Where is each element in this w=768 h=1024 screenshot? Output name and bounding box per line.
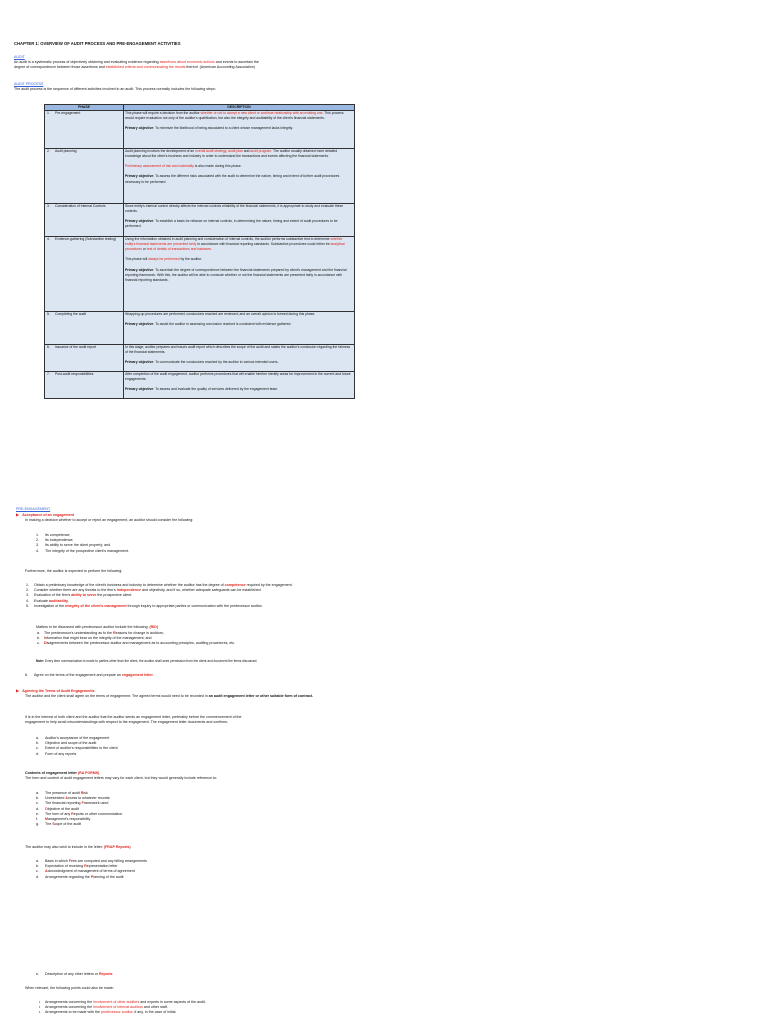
item-6 [25,673,394,678]
note-text: Every time communication is made to parties other than the client, the auditor shall seek permission from the client and document the items discussed. [44,659,258,663]
list-highlight: predecessor auditor [100,1010,133,1015]
phase-number: 2. [47,149,50,154]
audit-text-4: thereof. (American Accounting Association) [185,65,255,70]
list-text: . [152,673,154,677]
pre-engagement-section [16,507,386,524]
list-number: 2. [36,538,39,543]
list-letter: d. [36,751,39,756]
interest-line-1: It is in the interest of both client and the auditor that the auditor sends an engagement letter, preferably before the commencement of the [25,715,242,719]
list-text: The presence of audit [45,791,81,795]
confirms-list [36,736,375,757]
objective-label: Primary objective [125,322,154,327]
phase-name: Issuance of the audit report [55,345,97,350]
list-letter: b. [37,636,40,641]
desc-text: In this stage, auditor prepares and issues audit report which describes the scope of the audit and states the auditor's conclusion regarding the fairness of the financial statements. [125,345,351,355]
list-highlight: engagement letter [121,673,153,677]
list-item [36,548,375,554]
list-text: Consider whether there are any threats to the firm's [34,588,117,593]
description-cell [124,204,355,237]
relevant-bullets [39,1000,385,1016]
list-letter: g. [36,822,39,827]
list-highlight: F [68,859,71,863]
list-text: easons for change in auditors; [115,631,164,635]
interest-paragraph [25,715,395,725]
list-text: Arrangements concerning the [45,1005,94,1010]
desc-text: . The auditor usually obtained more detailed knowledge about the client's business and industry in order to understand the transactions and events affecting the financial statements. [125,149,338,159]
list-text: The financial reporting [45,801,82,806]
desc-text: in accordance with financial reporting standards. Substantive procedures could either be [196,242,331,247]
list-text: Evaluate [34,598,49,603]
list-highlight: A [45,869,48,874]
table-row [45,204,355,237]
list-highlight: R [113,631,116,635]
phase-cell [45,149,124,204]
desc-text: Using the information obtained in audit planning and consideration of internal controls, the auditor performs substantive test to determine [125,237,331,242]
agreeing-bold: an audit engagement letter or other suitable form of contract. [208,694,314,699]
phase-number: 4. [47,237,50,242]
list-text: eports or other communication [73,811,123,816]
wish-mnemonic: (FRAP Reports) [103,845,131,849]
desc-highlight: always be performed [148,257,180,262]
agreeing-section [16,688,376,699]
list-text: and other staff. [142,1005,168,1010]
list-letter: d. [36,874,39,879]
list-text: The form of any [45,811,72,816]
table-row [45,149,355,204]
list-text: cknowledgment of management of terms of agreement [47,869,135,874]
phase-name: Evidence-gathering (Substantive testing) [55,237,117,242]
description-cell [124,345,355,372]
list-text: Its competence; [45,533,71,537]
list-letter: b. [36,741,39,746]
desc-highlight: whether or not to accept a new client or continue relationship with an existing one [200,111,323,116]
list-highlight: A [65,796,68,801]
list-letter: e. [36,972,39,976]
list-text: Auditor's acceptance of the engagement [45,736,110,740]
desc-text: Audit planning involves the development of an [125,149,196,154]
desc-text: Wrapping-up procedures are performed; conclusions reached are reviewed; and an overall opinion is formed during this phase. [125,312,316,317]
objective-text: : To communicate the conclusions reached by the auditor to various intended users. [153,360,279,365]
desc-text: is also made during this phase. [193,164,242,169]
list-highlight: M [45,817,48,822]
list-highlight: F [81,801,84,806]
list-text: The [45,822,53,827]
list-item [36,751,375,757]
phase-cell [45,312,124,345]
list-item [37,641,394,646]
list-letter: a. [36,859,39,863]
list-number: 1. [36,533,39,537]
agreeing-title: Agreeing the Terms of Audit Engagements [22,689,95,693]
list-letter: d. [36,806,39,811]
list-text: through inquiry to appropriate parties or communication with the predecessor auditor. [126,603,263,608]
desc-text: or [141,247,147,252]
objective-text: : To assess and evaluate the quality of services delivered by the engagement team. [153,387,279,392]
acceptance-title: Acceptance of an engagement [22,513,75,518]
description-cell [124,237,355,312]
audit-process-heading: AUDIT PROCESS [14,82,44,86]
phase-cell [45,111,124,149]
phase-number: 1. [47,111,50,116]
list-highlight: D [44,641,47,646]
desc-text: This phase will [125,257,149,262]
note-label: Note: [36,659,45,663]
phase-name: Pre-engagement [55,111,81,116]
bullet-dot-icon: • [39,1000,41,1004]
list-text: Evaluation of the firm's [34,593,72,598]
list-number: 4. [26,598,29,603]
desc-text: . This process would require evaluation not only of the auditor's qualification, but also the integrity and auditability of the client's financial statements. [125,111,344,121]
phase-column-header: PHASE [45,105,124,111]
agreeing-text [16,694,376,699]
phase-name: Post-audit responsibilities [55,372,94,377]
list-highlight: involvement of internal auditors [93,1005,143,1010]
list-highlight: auditability [48,598,68,603]
phase-name: Audit planning [55,149,77,154]
list-text: epresentation letter [86,864,118,869]
list-text: isagreements between the predecessor auditor and management as to accounting principles, auditing procedures, etc. [46,641,236,646]
list-highlight: P [90,874,94,879]
list-text: ees are computed and any billing arrangements [70,859,147,863]
description-cell [124,372,355,399]
list-text: Unrestricted [45,796,66,801]
desc-highlight: test of details of transactions and balances [146,247,211,252]
objective-label: Primary objective [125,126,154,131]
list-text: , if any, in the case of initial. [132,1010,177,1015]
objective-text: : To minimize the likelihood of being associated to a client whose management lacks integrity. [153,126,293,131]
contents-title: Contents of engagement letter [25,771,78,775]
list-letter: a. [37,631,40,635]
audit-process-section [14,82,359,92]
objective-text: : To establish a basis for reliance on internal controls, in determining the nature, timing and extent of audit procedures to be performed. [125,219,338,229]
bullet-dot-icon: • [39,1010,41,1015]
list-number: 3. [26,593,29,598]
list-text: . [67,598,69,603]
matters-mnemonic: (RID) [149,625,159,629]
matters-intro [36,625,396,630]
desc-text: by the auditor. [179,257,202,262]
list-text: ccess to whatever records [67,796,110,801]
list-text: and objectivity, and if so, whether adequate safeguards can be established. [140,588,262,593]
desc-text: Since entity's internal control directly affects the internal controls reliability of the financial statements, it is appropriate to study and evaluate these controls. [125,204,344,214]
note [36,659,406,664]
phase-number: 7. [47,372,50,377]
list-text: Arrangements to be made with the [45,1010,101,1015]
list-text: nformation that might bear on the integrity of the management; and [45,636,152,641]
list-text: The predecessor's understanding as to the [44,631,114,635]
acceptance-intro: In making a decision whether to accept or reject an engagement, an auditor should consider the following: [25,518,194,523]
list-text: required by the engagement. [245,583,293,587]
list-number: 3. [36,543,39,548]
audit-section [14,55,359,71]
phase-cell [45,237,124,312]
list-text: Its ability to serve the client properly; and [45,543,111,548]
objective-text: : To ascertain the degree of correspondence between the financial statements prepared by client's management and the financial reporting framework. With this, the auditor will be able to conclude whether or not the financial statements are presented fairly in accordance with financial reporting standards. [125,267,347,282]
phase-number: 3. [47,204,50,209]
desc-text: After completion of the audit engagement, auditor performs procedures that will enable him/her identify areas for improvement in the current and future engagements. [125,372,351,382]
list-highlight: R [80,791,84,795]
list-item [36,874,375,880]
pre-engagement-heading: PRE-ENGAGEMENT [16,507,51,511]
list-letter: e. [36,811,39,816]
list-text: Arrangements concerning the [45,1000,94,1004]
agreeing-text-1: The auditor and the client shall agree on the terms of engagement. The agreed terms would need to be recorded in [25,694,209,699]
audit-process-intro: The audit process is the sequence of different activities involved in an audit. This process normally includes the following steps: [14,87,216,92]
bullet-dot-icon: • [39,1005,41,1010]
list-text: Expectation of receiving [45,864,85,869]
audit-process-table [44,104,355,399]
audit-text-3: degree of correspondence between those assertions and [14,65,106,70]
audit-text-2: and events to ascertain the [214,60,259,65]
contents-intro: The form and content of audit engagement letters may vary for each client, but they would generally include reference to: [25,776,217,781]
table-row [45,111,355,149]
chapter-title: CHAPTER 1: OVERVIEW OF AUDIT PROCESS AND PRE-ENGAGEMENT ACTIVITIES [14,41,181,46]
list-highlight: R [71,811,74,816]
wish-intro [25,845,395,850]
list-text: Basis in which [45,859,69,863]
phase-name: Completing the audit [55,312,87,317]
list-text: the prospective client. [96,593,133,598]
desc-highlight: audit program [250,149,272,154]
list-text: ramework used [83,801,109,806]
list-letter: c. [36,801,39,806]
list-highlight: integrity of the client's management [65,603,127,608]
list-highlight: O [45,806,48,811]
list-item [36,972,375,977]
list-highlight: Reports [98,972,113,976]
list-number: 4. [36,548,39,553]
list-letter: c. [36,869,39,874]
triangle-bullet-icon: ▶ [16,688,20,693]
matters-list [37,631,394,647]
phase-name: Consideration of Internal Controls [55,204,106,209]
list-text: Investigation of the [34,603,66,608]
table-row [45,312,355,345]
list-highlight: I [44,636,45,641]
contents-section [25,771,395,781]
objective-text: : To assist the auditor in assessing conclusion reached is consistent with evidence gathered. [153,322,292,327]
wish-list [36,859,375,880]
list-text: bjective of the audit [47,806,79,811]
list-highlight: competence [224,583,246,587]
list-highlight: S [52,822,55,827]
perform-list [26,583,404,609]
phase-cell [45,204,124,237]
description-column-header: DESCRIPTION [124,105,355,111]
list-item [39,1010,385,1015]
table-row [45,345,355,372]
list-highlight: ability to serve [71,593,97,598]
desc-highlight: Preliminary assessment of risk and materiality [125,164,194,169]
phase-number: 6. [47,345,50,350]
matters-text: Matters to be discussed with predecessor auditor include the following: [36,625,150,629]
list-number: 6. [25,673,28,677]
list-item [36,822,375,827]
desc-highlight: whether entity's financial statements are presented fairly [125,237,343,247]
wish-text: The auditor may also wish to include in the letter: [25,845,104,849]
objective-text: : To assess the different risks associated with the audit to determine the nature, timing and extent of further audit procedures necessary to be performed. [125,174,340,184]
list-text: Extent of auditor's responsibilities to the client [45,746,118,751]
description-cell [124,111,355,149]
audit-highlight-1: assertions about economic actions [159,60,215,65]
phase-cell [45,345,124,372]
list-text: Obtain a preliminary knowledge of the client's business and industry to determine whether the auditor has the degree of [34,583,225,587]
list-text: Form of any reports [45,751,77,756]
desc-text: . [210,247,212,252]
list-highlight: independence [116,588,141,593]
desc-highlight: analytical procedures [125,242,345,252]
list-letter: c. [36,746,39,751]
desc-text: and [242,149,251,154]
list-text: and experts in some aspects of the audit. [139,1000,206,1004]
consider-list [36,533,375,554]
list-text: cope of the audit [54,822,82,827]
desc-text: This phase will require a decision from the auditor [125,111,201,116]
audit-highlight-2: established criteria and communicating the results [105,65,186,70]
contents-list [36,791,375,827]
description-cell [124,312,355,345]
relevant-text: When relevant, the following points could also be made: [25,986,114,990]
list-highlight: R [84,864,87,869]
list-text: anagement's responsibility [48,817,91,822]
audit-heading: AUDIT [14,55,25,59]
audit-definition [14,60,359,70]
list-number: 1. [26,583,29,587]
objective-label: Primary objective [125,387,154,392]
audit-text-1: An audit is a systematic process of objectively obtaining and evaluating evidence regarding [14,60,160,65]
description-cell [124,149,355,204]
list-text: Its independence; [45,538,74,543]
list-text: Arrangements regarding the [45,874,91,879]
list-highlight: involvement of other auditors [93,1000,140,1004]
list-letter: f. [36,817,38,822]
list-letter: a. [36,736,39,740]
phase-number: 5. [47,312,50,317]
table-row [45,237,355,312]
table-row [45,372,355,399]
list-text: Agree on the terms of the engagement and prepare an [34,673,122,677]
desc-highlight: overall audit strategy, audit plan [195,149,243,154]
objective-label: Primary objective [125,360,154,365]
list-letter: a. [36,791,39,795]
contents-mnemonic: (RA FORMS) [77,771,100,775]
list-text: Description of any other letters or [45,972,99,976]
list-number: 5. [26,603,29,608]
list-letter: c. [37,641,40,646]
triangle-bullet-icon: ▶ [16,512,20,518]
item-e [36,972,375,977]
objective-label: Primary objective [125,174,154,179]
list-text: lanning of the audit [93,874,124,879]
list-number: 2. [26,588,29,593]
interest-line-2: engagement to help avoid misunderstandings with respect to the engagement. The engagement letter documents and confirms: [25,720,228,725]
list-text: isk [83,791,88,795]
objective-label: Primary objective [125,267,154,272]
list-letter: b. [36,796,39,801]
phase-cell [45,372,124,399]
further-text: Furthermore, the auditor is expected to perform the following: [25,569,123,573]
objective-label: Primary objective [125,219,154,224]
list-text: The integrity of the prospective client's management. [45,548,129,553]
list-item [26,603,404,609]
list-letter: b. [36,864,39,869]
list-text: Objective and scope of the audit [45,741,97,746]
